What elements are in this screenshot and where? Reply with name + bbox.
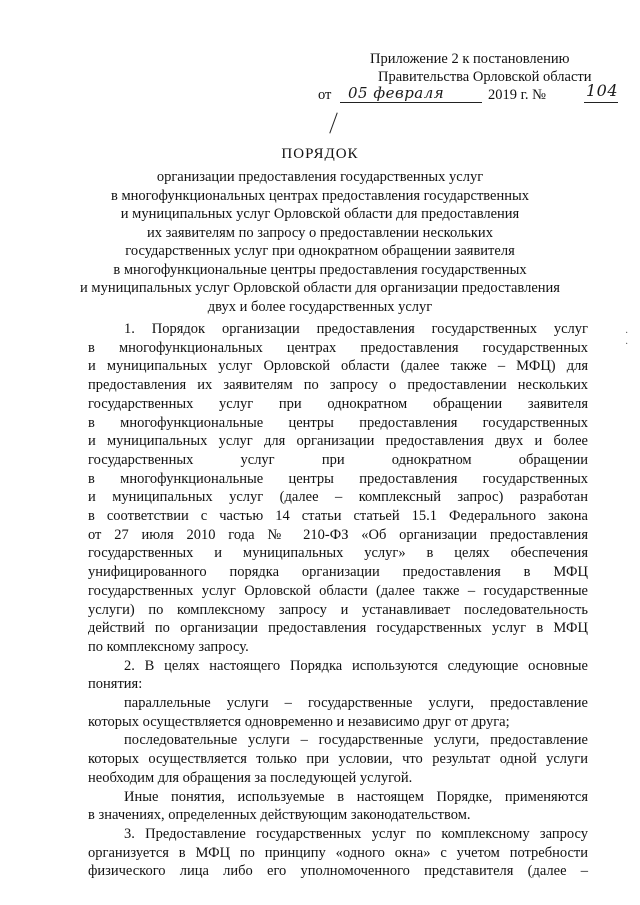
body-line: и муниципальных услуг для организации предоставления двух и более bbox=[88, 433, 588, 450]
appendix-date-row bbox=[318, 81, 619, 106]
body-line: в многофункциональные центры предоставления государственных bbox=[88, 414, 588, 431]
body-line: которых осуществляется одновременно и независимо друг от друга; bbox=[88, 713, 510, 730]
body-line: в многофункциональные центры предоставления государственных bbox=[88, 470, 588, 487]
year-and-number-label: 2019 г. № bbox=[488, 87, 547, 103]
body-line: действий по организации предоставления государственных услуг в МФЦ bbox=[88, 620, 588, 637]
body-line: государственных услуг при однократном обращении bbox=[88, 451, 588, 468]
subtitle-line: организации предоставления государственных услуг bbox=[156, 169, 484, 185]
body-line: и муниципальных услуг (далее – комплексный запрос) разработан bbox=[88, 489, 588, 506]
body-line: в значениях, определенных действующим законодательством. bbox=[88, 807, 471, 824]
pen-stroke-mark bbox=[329, 112, 337, 133]
margin-dots: · · bbox=[625, 328, 629, 350]
body-line: которых осуществляется только при условии, что результат одной услуги bbox=[88, 751, 588, 768]
body-line: Иные понятия, используемые в настоящем Порядке, применяются bbox=[124, 788, 588, 805]
date-prefix: от bbox=[318, 87, 332, 103]
body-line: государственных услуг Орловской области (далее также – государственные bbox=[88, 582, 588, 599]
subtitle-line: в многофункциональные центры предоставления государственных bbox=[113, 261, 527, 278]
subtitle-line: их заявителям по запросу о предоставлении нескольких bbox=[147, 224, 493, 241]
document-title: ПОРЯДОК bbox=[281, 146, 359, 162]
body-line: понятия: bbox=[88, 676, 143, 693]
document-body bbox=[88, 320, 588, 881]
body-line: 1. Порядок организации предоставления государственных услуг bbox=[124, 321, 588, 337]
body-line: 3. Предоставление государственных услуг по комплексному запросу bbox=[124, 825, 588, 842]
appendix-line-2: Правительства Орловской области bbox=[378, 69, 592, 85]
subtitle-line: государственных услуг при однократном обращении заявителя bbox=[125, 243, 515, 259]
body-line: в многофункциональных центрах предоставления государственных bbox=[88, 339, 588, 356]
subtitle-line: двух и более государственных услуг bbox=[207, 298, 433, 315]
body-line: предоставления их заявителям по запросу о предоставлении нескольких bbox=[88, 377, 588, 394]
body-line: необходим для обращения за последующей услугой. bbox=[88, 769, 413, 786]
body-line: последовательные услуги – государственные услуги, предоставление bbox=[124, 732, 588, 749]
appendix-header bbox=[318, 50, 618, 106]
body-line: организуется в МФЦ по принципу «одного окна» с учетом потребности bbox=[88, 844, 588, 861]
subtitle-line: и муниципальных услуг Орловской области для предоставления bbox=[120, 206, 520, 222]
body-line: по комплексному запросу. bbox=[88, 638, 249, 655]
body-line: 2. В целях настоящего Порядка используются следующие основные bbox=[124, 657, 588, 674]
body-line: государственных и муниципальных услуг» в целях обеспечения bbox=[88, 545, 588, 562]
document-subtitle bbox=[60, 168, 580, 316]
subtitle-line: и муниципальных услуг Орловской области для организации предоставления bbox=[80, 280, 560, 296]
subtitle-line: в многофункциональных центрах предоставления государственных bbox=[110, 187, 530, 204]
body-line: физического лица либо его уполномоченного представителя (далее – bbox=[88, 863, 588, 880]
date-underline bbox=[340, 102, 482, 103]
body-line: в соответствии с частью 14 статьи статьей 15.1 Федерального закона bbox=[88, 508, 588, 525]
body-line: от 27 июля 2010 года № 210-ФЗ «Об организации предоставления bbox=[88, 526, 588, 543]
body-line: и муниципальных услуг Орловской области (далее также – МФЦ) для bbox=[88, 358, 588, 375]
body-line: параллельные услуги – государственные услуги, предоставление bbox=[124, 695, 588, 712]
number-underline bbox=[584, 102, 618, 103]
appendix-line-1: Приложение 2 к постановлению bbox=[370, 51, 570, 67]
body-line: услуги) по комплексному запросу и устанавливает последовательность bbox=[88, 601, 588, 618]
handwritten-number: 104 bbox=[586, 81, 619, 100]
handwritten-date: 05 февраля bbox=[348, 84, 445, 102]
body-line: государственных услуг при однократном обращении заявителя bbox=[88, 395, 588, 412]
body-line: унифицированного порядка организации предоставления в МФЦ bbox=[88, 564, 588, 581]
